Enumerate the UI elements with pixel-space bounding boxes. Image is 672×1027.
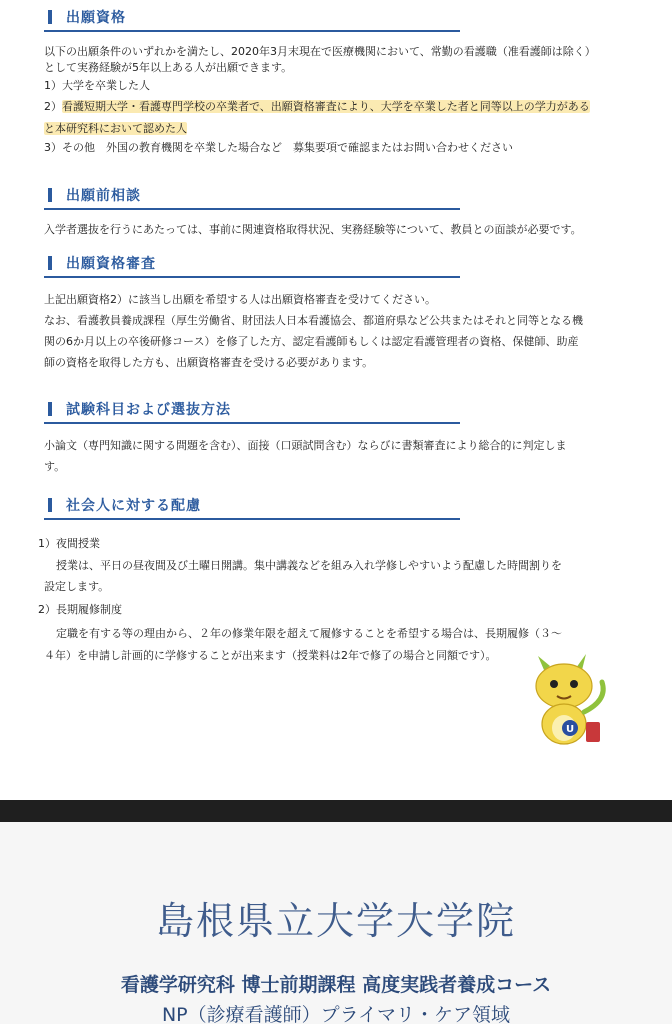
- exam-line2: す。: [44, 460, 66, 473]
- section-heading-consultation: [44, 182, 460, 210]
- cover-title: 島根県立大学大学院: [155, 899, 516, 943]
- heading-bar-icon: [48, 498, 52, 512]
- section-title: 出願前相談: [66, 188, 141, 204]
- highlighted-text: 看護短期大学・看護専門学校の卒業者で、出願資格審査により、大学を卒業した者と同等以上の学力がある: [62, 100, 590, 113]
- eligibility-intro-line1: 以下の出願条件のいずれかを満たし、2020年3月末現在で医療機関において、常勤の看護職（准看護師は除く）: [44, 45, 596, 58]
- highlighted-text: と本研究科において認めた人: [44, 122, 187, 135]
- item-number: 2）: [44, 100, 62, 113]
- screening-line1: 上記出願資格2）に該当し出願を希望する人は出願資格審査を受けてください。: [44, 293, 436, 306]
- eligibility-item-2-cont: [44, 119, 187, 138]
- section-heading-working-adults: [44, 492, 460, 520]
- dragon-mascot-icon: [524, 652, 614, 752]
- section-heading-screening: [44, 250, 460, 278]
- working-adults-item1-title: 1）夜間授業: [38, 537, 100, 550]
- working-adults-item2-title: 2）長期履修制度: [38, 603, 122, 616]
- exam-line1: 小論文（専門知識に関する問題を含む）、面接（口頭試問含む）ならびに書類審査により総合的に判定しま: [44, 439, 567, 452]
- heading-bar-icon: [48, 256, 52, 270]
- working-adults-item1-line1: 授業は、平日の昼夜間及び土曜日開講。集中講義などを組み入れ学修しやすいよう配慮した時間割りを: [56, 559, 562, 572]
- eligibility-item-1: 1）大学を卒業した人: [44, 79, 150, 92]
- mascot-head: [536, 664, 592, 708]
- screening-line4: 師の資格を取得した方も、出願資格審査を受ける必要があります。: [44, 356, 374, 369]
- mascot-eye: [550, 680, 558, 688]
- eligibility-item-3: 3）その他 外国の教育機関を卒業した場合など 募集要項で確認またはお問い合わせください: [44, 141, 513, 154]
- working-adults-item2-line1: 定職を有する等の理由から、２年の修業年限を超えて履修することを希望する場合は、長期履修（３～: [56, 627, 562, 640]
- section-title: 試験科目および選抜方法: [66, 402, 231, 418]
- cover-subtitle: 看護学研究科 博士前期課程 高度実践者養成コース: [120, 974, 552, 996]
- section-title: 出願資格審査: [66, 256, 156, 272]
- section-title: 出願資格: [66, 10, 126, 26]
- eligibility-intro-line2: として実務経験が5年以上ある人が出願できます。: [44, 61, 293, 74]
- screening-line3: 関の6か月以上の卒後研修コース）を修了した方、認定看護師もしくは認定看護管理者の資格、保健師、助産: [44, 335, 579, 348]
- heading-bar-icon: [48, 10, 52, 24]
- mascot-book: [586, 722, 600, 742]
- mascot-badge-letter: U: [565, 724, 575, 735]
- cover-subtitle-2: NP（診療看護師）プライマリ・ケア領域: [161, 1004, 511, 1026]
- heading-bar-icon: [48, 188, 52, 202]
- mascot-eye: [570, 680, 578, 688]
- section-heading-eligibility: [44, 4, 460, 32]
- section-heading-exam: [44, 396, 460, 424]
- working-adults-item2-line2: ４年）を申請し計画的に学修することが出来ます（授業料は2年で修了の場合と同額です）。: [44, 649, 497, 662]
- eligibility-item-2: [44, 97, 590, 116]
- heading-bar-icon: [48, 402, 52, 416]
- section-title: 社会人に対する配慮: [66, 498, 201, 514]
- divider-band: [0, 800, 672, 822]
- working-adults-item1-line2: 設定します。: [44, 580, 110, 593]
- screening-line2: なお、看護教員養成課程（厚生労働省、財団法人日本看護協会、都道府県など公共またはそれと同等となる機: [44, 314, 583, 327]
- consultation-body: 入学者選抜を行うにあたっては、事前に関連資格取得状況、実務経験等について、教員との面談が必要です。: [44, 223, 582, 236]
